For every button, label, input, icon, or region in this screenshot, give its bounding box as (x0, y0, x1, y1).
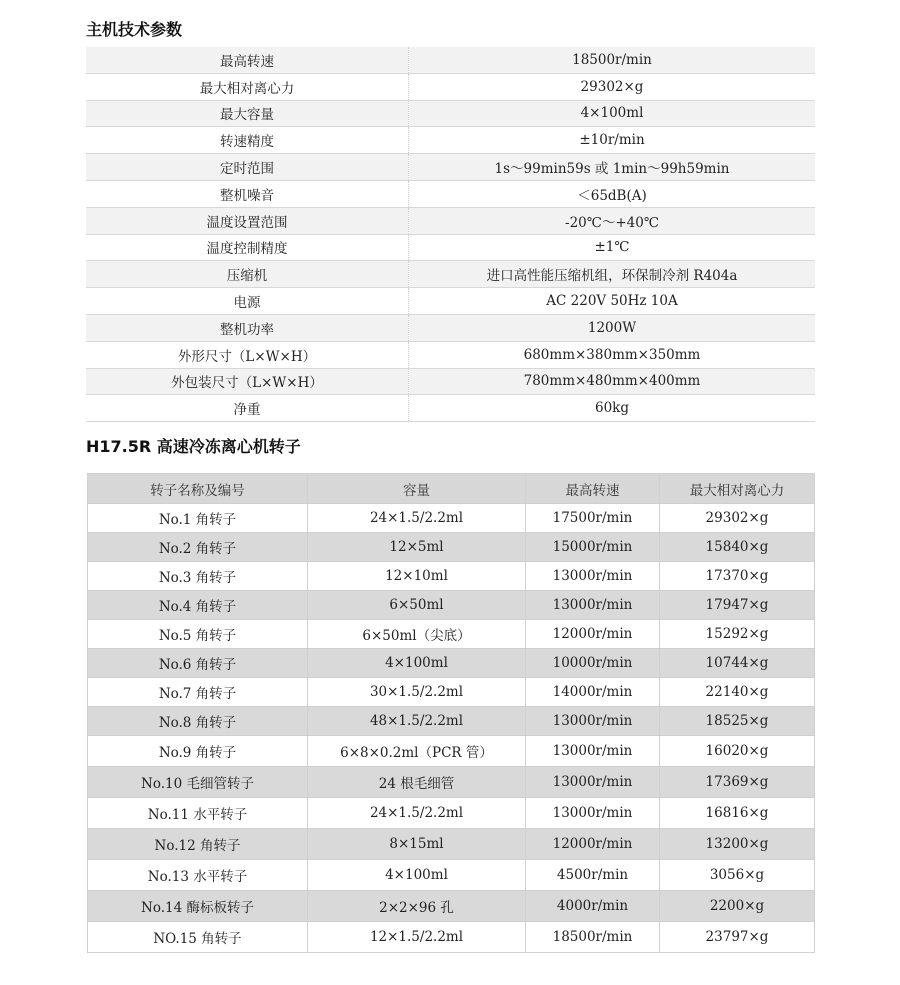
param-value: 1s～99min59s 或 1min～99h59min (409, 154, 816, 181)
rotor-name-cell: No.10 毛细管转子 (88, 767, 308, 798)
column-header: 转子名称及编号 (88, 474, 308, 504)
param-row (86, 368, 815, 395)
max-speed-cell: 18500r/min (526, 922, 660, 953)
rotor-name-cell: No.8 角转子 (88, 707, 308, 736)
max-speed-cell: 13000r/min (526, 591, 660, 620)
param-label: 最大容量 (86, 100, 409, 127)
param-row (86, 314, 815, 341)
section-title-rotors: H17.5R 高速冷冻离心机转子 (86, 437, 301, 456)
param-value: 18500r/min (409, 47, 816, 73)
capacity-cell: 48×1.5/2.2ml (308, 707, 526, 736)
capacity-cell: 12×1.5/2.2ml (308, 922, 526, 953)
rotor-header-row (88, 474, 815, 504)
rotor-row (88, 736, 815, 767)
param-label: 最高转速 (86, 47, 409, 73)
max-rcf-cell: 16020×g (660, 736, 815, 767)
param-row (86, 47, 815, 73)
param-value: 680mm×380mm×350mm (409, 341, 816, 368)
max-rcf-cell: 13200×g (660, 829, 815, 860)
max-speed-cell: 15000r/min (526, 533, 660, 562)
param-label: 最大相对离心力 (86, 73, 409, 100)
rotor-name-cell: No.9 角转子 (88, 736, 308, 767)
capacity-cell: 24 根毛细管 (308, 767, 526, 798)
param-value: 780mm×480mm×400mm (409, 368, 816, 395)
max-speed-cell: 17500r/min (526, 504, 660, 533)
param-row (86, 261, 815, 288)
rotor-name-cell: No.5 角转子 (88, 620, 308, 649)
param-label: 温度控制精度 (86, 234, 409, 261)
rotor-name-cell: No.4 角转子 (88, 591, 308, 620)
rotor-row (88, 504, 815, 533)
param-value: -20℃～+40℃ (409, 207, 816, 234)
param-value: ±10r/min (409, 127, 816, 154)
capacity-cell: 12×5ml (308, 533, 526, 562)
rotor-name-cell: No.11 水平转子 (88, 798, 308, 829)
max-rcf-cell: 22140×g (660, 678, 815, 707)
max-speed-cell: 12000r/min (526, 829, 660, 860)
param-row (86, 127, 815, 154)
param-label: 外包装尺寸（L×W×H） (86, 368, 409, 395)
column-header: 最大相对离心力 (660, 474, 815, 504)
param-label: 整机功率 (86, 314, 409, 341)
max-speed-cell: 10000r/min (526, 649, 660, 678)
rotor-name-cell: No.13 水平转子 (88, 860, 308, 891)
rotor-row (88, 767, 815, 798)
max-rcf-cell: 23797×g (660, 922, 815, 953)
main-params-table (86, 47, 815, 422)
max-speed-cell: 13000r/min (526, 798, 660, 829)
rotor-row (88, 798, 815, 829)
capacity-cell: 12×10ml (308, 562, 526, 591)
param-label: 电源 (86, 288, 409, 315)
param-label: 温度设置范围 (86, 207, 409, 234)
rotor-name-cell: No.14 酶标板转子 (88, 891, 308, 922)
rotor-row (88, 678, 815, 707)
capacity-cell: 2×2×96 孔 (308, 891, 526, 922)
max-speed-cell: 12000r/min (526, 620, 660, 649)
max-speed-cell: 13000r/min (526, 767, 660, 798)
capacity-cell: 6×50ml (308, 591, 526, 620)
capacity-cell: 4×100ml (308, 860, 526, 891)
param-value: ±1℃ (409, 234, 816, 261)
param-label: 压缩机 (86, 261, 409, 288)
param-label: 净重 (86, 395, 409, 422)
max-speed-cell: 4500r/min (526, 860, 660, 891)
rotor-name-cell: No.1 角转子 (88, 504, 308, 533)
rotor-name-cell: No.3 角转子 (88, 562, 308, 591)
capacity-cell: 4×100ml (308, 649, 526, 678)
param-label: 转速精度 (86, 127, 409, 154)
param-row (86, 154, 815, 181)
max-rcf-cell: 2200×g (660, 891, 815, 922)
capacity-cell: 6×50ml（尖底） (308, 620, 526, 649)
param-row (86, 73, 815, 100)
param-row (86, 100, 815, 127)
max-speed-cell: 14000r/min (526, 678, 660, 707)
rotor-row (88, 533, 815, 562)
max-rcf-cell: 10744×g (660, 649, 815, 678)
rotor-row (88, 860, 815, 891)
max-rcf-cell: 17369×g (660, 767, 815, 798)
max-speed-cell: 4000r/min (526, 891, 660, 922)
param-value: 4×100ml (409, 100, 816, 127)
param-row (86, 234, 815, 261)
param-label: 定时范围 (86, 154, 409, 181)
max-rcf-cell: 17947×g (660, 591, 815, 620)
rotor-name-cell: No.2 角转子 (88, 533, 308, 562)
param-value: 进口高性能压缩机组，环保制冷剂 R404a (409, 261, 816, 288)
column-header: 最高转速 (526, 474, 660, 504)
max-rcf-cell: 3056×g (660, 860, 815, 891)
param-row (86, 180, 815, 207)
rotor-name-cell: No.6 角转子 (88, 649, 308, 678)
rotor-name-cell: No.7 角转子 (88, 678, 308, 707)
max-rcf-cell: 17370×g (660, 562, 815, 591)
param-value: 29302×g (409, 73, 816, 100)
max-speed-cell: 13000r/min (526, 736, 660, 767)
param-row (86, 207, 815, 234)
capacity-cell: 24×1.5/2.2ml (308, 504, 526, 533)
max-rcf-cell: 15840×g (660, 533, 815, 562)
rotor-row (88, 829, 815, 860)
section-title-main-params: 主机技术参数 (86, 20, 183, 39)
capacity-cell: 8×15ml (308, 829, 526, 860)
param-row (86, 395, 815, 422)
param-row (86, 288, 815, 315)
max-rcf-cell: 18525×g (660, 707, 815, 736)
rotor-table (87, 473, 815, 953)
rotor-name-cell: No.12 角转子 (88, 829, 308, 860)
rotor-row (88, 591, 815, 620)
rotor-row (88, 891, 815, 922)
param-value: ＜65dB(A) (409, 180, 816, 207)
max-rcf-cell: 15292×g (660, 620, 815, 649)
max-speed-cell: 13000r/min (526, 562, 660, 591)
param-value: AC 220V 50Hz 10A (409, 288, 816, 315)
rotor-row (88, 562, 815, 591)
max-rcf-cell: 29302×g (660, 504, 815, 533)
capacity-cell: 24×1.5/2.2ml (308, 798, 526, 829)
param-row (86, 341, 815, 368)
rotor-name-cell: NO.15 角转子 (88, 922, 308, 953)
max-rcf-cell: 16816×g (660, 798, 815, 829)
param-value: 1200W (409, 314, 816, 341)
rotor-row (88, 620, 815, 649)
max-speed-cell: 13000r/min (526, 707, 660, 736)
rotor-row (88, 922, 815, 953)
capacity-cell: 30×1.5/2.2ml (308, 678, 526, 707)
param-label: 整机噪音 (86, 180, 409, 207)
rotor-row (88, 649, 815, 678)
column-header: 容量 (308, 474, 526, 504)
capacity-cell: 6×8×0.2ml（PCR 管） (308, 736, 526, 767)
param-label: 外形尺寸（L×W×H） (86, 341, 409, 368)
param-value: 60kg (409, 395, 816, 422)
rotor-row (88, 707, 815, 736)
